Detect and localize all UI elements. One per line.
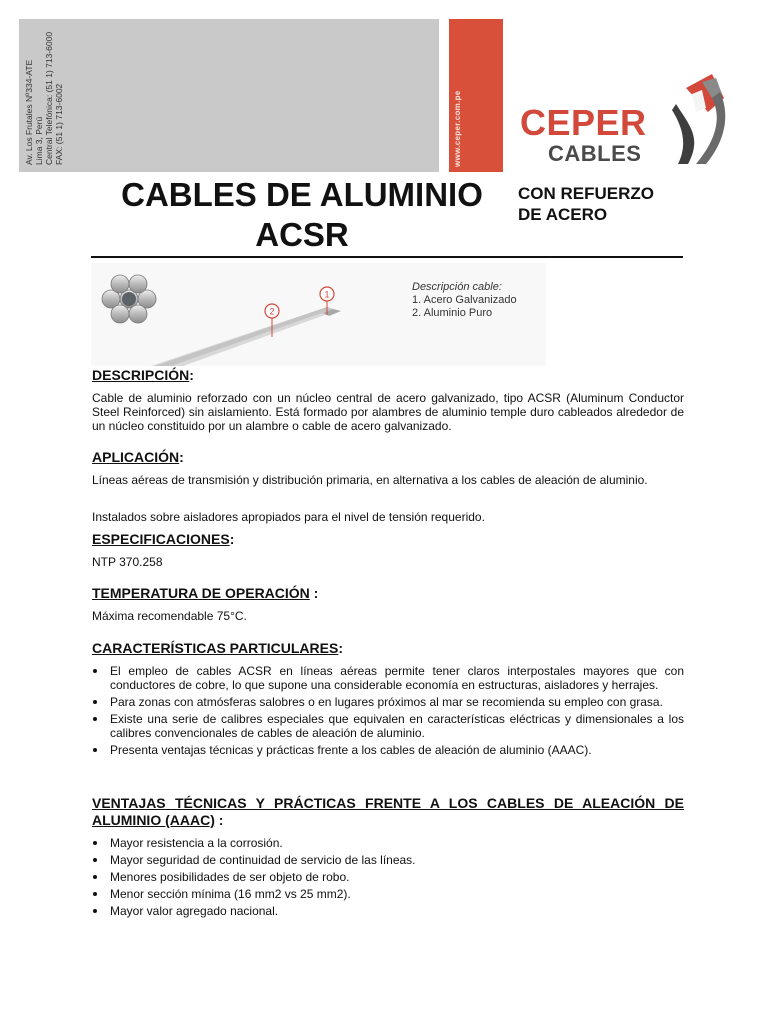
logo-subword: CABLES	[548, 141, 642, 166]
cable-figure	[91, 263, 546, 366]
svg-text:2: 2	[269, 306, 275, 317]
address-line: Av. Los Frutales Nº334-ATE	[24, 59, 34, 165]
list-item: Menor sección mínima (16 mm2 vs 25 mm2).	[92, 887, 684, 901]
phone-line: Central Telefónica: (51 1) 713-6000	[44, 31, 54, 165]
fax-line: FAX: (51 1) 713-6002	[54, 83, 64, 165]
document-title	[92, 175, 512, 255]
legend-heading: Descripción cable:	[412, 281, 502, 293]
ceper-cables-logo	[512, 60, 742, 172]
especificaciones-text: NTP 370.258	[92, 555, 163, 569]
temperatura-text: Máxima recomendable 75°C.	[92, 609, 247, 623]
list-item: Menores posibilidades de ser objeto de robo.	[92, 870, 684, 884]
document-subtitle	[518, 183, 688, 225]
legend-item-2: 2. Aluminio Puro	[412, 307, 493, 319]
caracteristicas-list	[92, 664, 684, 760]
cable-description-legend	[412, 281, 517, 320]
svg-text:1: 1	[324, 289, 330, 300]
title-line-1: CABLES DE ALUMINIO	[121, 176, 483, 213]
logo-wordmark: CEPER	[520, 102, 647, 143]
website-strip	[449, 19, 503, 172]
aplicacion-text-1: Líneas aéreas de transmisión y distribución primaria, en alternativa a los cables de aleación de aluminio.	[92, 473, 648, 487]
list-item: Mayor valor agregado nacional.	[92, 904, 684, 918]
address-line: Lima 3, Perú	[34, 116, 44, 165]
website-url: www.ceper.com.pe	[453, 90, 462, 167]
section-heading-temperatura: TEMPERATURA DE OPERACIÓN :	[92, 585, 319, 601]
section-heading-aplicacion: APLICACIÓN:	[92, 449, 184, 465]
list-item: Mayor resistencia a la corrosión.	[92, 836, 684, 850]
section-heading-descripcion: DESCRIPCIÓN:	[92, 367, 194, 383]
cable-body	[151, 307, 341, 366]
list-item: Presenta ventajas técnicas y prácticas frente a los cables de aleación de aluminio (AAAC).	[92, 743, 684, 757]
aplicacion-text-2: Instalados sobre aisladores apropiados para el nivel de tensión requerido.	[92, 510, 485, 524]
cable-cross-section	[102, 275, 156, 323]
cable-logo-icon	[672, 68, 734, 168]
company-address	[24, 15, 84, 165]
subtitle-line-2: DE ACERO	[518, 205, 608, 224]
legend-item-1: 1. Acero Galvanizado	[412, 294, 517, 306]
list-item: Para zonas con atmósferas salobres o en lugares próximos al mar se recomienda su empleo con grasa.	[92, 695, 684, 709]
section-heading-ventajas-cont: ALUMINIO (AAAC) :	[92, 812, 224, 828]
ventajas-list	[92, 836, 684, 921]
list-item: El empleo de cables ACSR en líneas aéreas permite tener claros interpostales mayores que con conductores de cobre, lo que supone una considerable economía en estructuras, aisladores y herrajes.	[92, 664, 684, 692]
list-item: Mayor seguridad de continuidad de servicio de las líneas.	[92, 853, 684, 867]
title-divider	[91, 256, 683, 258]
section-heading-ventajas: VENTAJAS TÉCNICAS Y PRÁCTICAS FRENTE A LOS CABLES DE ALEACIÓN DE	[92, 795, 684, 811]
descripcion-text: Cable de aluminio reforzado con un núcleo central de acero galvanizado, tipo ACSR (Aluminum Conductor Steel Reinforced) sin aislamiento. Está formado por alambres de aluminio temple duro cableados alrededor de un núcleo constituido por un alambre o cable de acero galvanizado.	[92, 391, 684, 433]
section-heading-especificaciones: ESPECIFICACIONES:	[92, 531, 235, 547]
list-item: Existe una serie de calibres especiales que equivalen en características eléctricas y dimensionales a los calibres convencionales de cables de aleación de aluminio.	[92, 712, 684, 740]
title-line-2: ACSR	[255, 216, 349, 253]
section-heading-caracteristicas: CARACTERÍSTICAS PARTICULARES:	[92, 640, 343, 656]
cable-illustration	[91, 263, 411, 366]
subtitle-line-1: CON REFUERZO	[518, 184, 654, 203]
